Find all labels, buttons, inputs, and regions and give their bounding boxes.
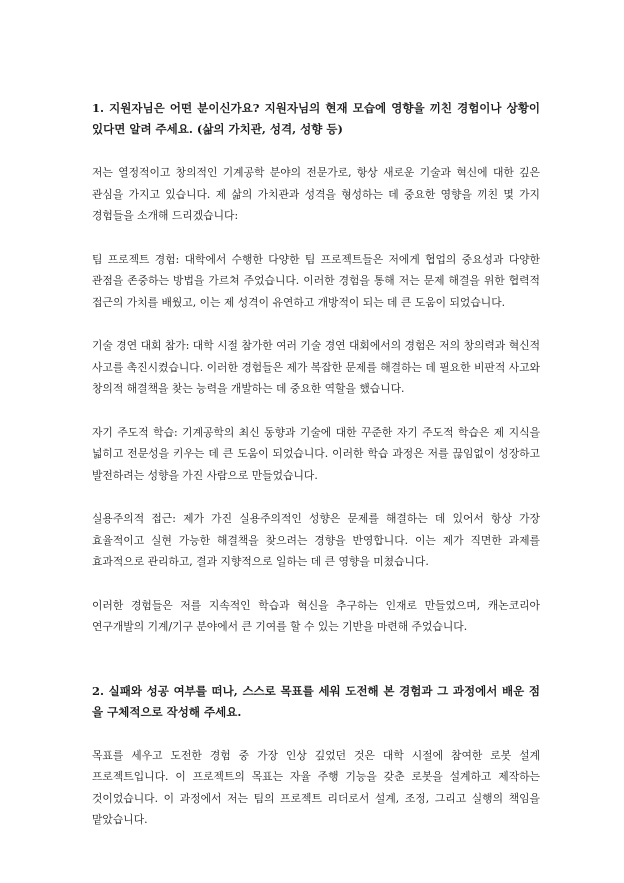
q2-paragraph-robot-project: 목표를 세우고 도전한 경험 중 가장 인상 깊었던 것은 대학 시절에 참여한 로봇 설계 프로젝트입니다. 이 프로젝트의 목표는 자율 주행 기능을 갖춘 로봇을 설계하고 제작하는 것이었습니다. 이 과정에서 저는 팀의 프로젝트 리더로서 설계, 조정, 그리고 실행의 책임을 맡았습니다. xyxy=(92,748,540,826)
spacer xyxy=(92,638,540,681)
spacer xyxy=(92,140,540,162)
q1-paragraph-conclusion: 이러한 경험들은 저를 지속적인 학습과 혁신을 추구하는 인재로 만들었으며, 캐논코리아 연구개발의 기계/기구 분야에서 큰 기여를 할 수 있는 기반을 마련해 주었습니다. xyxy=(92,598,540,633)
q1-paragraph-pragmatic: 실용주의적 접근: 제가 가진 실용주의적인 성향은 문제를 해결하는 데 있어서 항상 가장 효율적이고 실현 가능한 해결책을 찾으려는 경향을 반영합니다. 이는 제가 직면한 과제를 효과적으로 관리하고, 결과 지향적으로 일하는 데 큰 영향을 미쳤습니다. xyxy=(92,512,540,568)
document-page xyxy=(92,98,540,831)
q1-paragraph-self-learning: 자기 주도적 학습: 기계공학의 최신 동향과 기술에 대한 꾸준한 자기 주도적 학습은 제 지식을 넓히고 전문성을 키우는 데 큰 도움이 되었습니다. 이러한 학습 과정은 저를 끊임없이 성장하고 발전하려는 성향을 가진 사람으로 만들었습니다. xyxy=(92,425,540,482)
spacer xyxy=(92,573,540,595)
question-1-title: 1. 지원자님은 어떤 분이신가요? 지원자님의 현재 모습에 영향을 끼친 경험이나 상황이 있다면 알려 주세요. (삶의 가치관, 성격, 성향 등) xyxy=(92,101,540,136)
spacer xyxy=(92,313,540,335)
spacer xyxy=(92,486,540,508)
spacer xyxy=(92,723,540,745)
q1-paragraph-competition: 기술 경연 대회 참가: 대학 시절 참가한 여러 기술 경연 대회에서의 경험은 저의 창의력과 혁신적 사고를 촉진시켰습니다. 이러한 경험들은 제가 복잡한 문제를 해결하는 데 필요한 비판적 사고와 창의적 해결책을 찾는 능력을 개발하는 데 중요한 역할을 했습니다. xyxy=(92,339,541,395)
spacer xyxy=(92,400,540,422)
q1-paragraph-intro: 저는 열정적이고 창의적인 기계공학 분야의 전문가로, 항상 새로운 기술과 혁신에 대한 깊은 관심을 가지고 있습니다. 제 삶의 가치관과 성격을 형성하는 데 중요한 영향을 끼친 몇 가지 경험들을 소개해 드리겠습니다: xyxy=(92,166,540,222)
q1-paragraph-team-project: 팀 프로젝트 경험: 대학에서 수행한 다양한 팀 프로젝트들은 저에게 협업의 중요성과 다양한 관점을 존중하는 방법을 가르쳐 주었습니다. 이러한 경험을 통해 저는 문제 해결을 위한 협력적 접근의 가치를 배웠고, 이는 제 성격이 유연하고 개방적이 되는 데 큰 도움이 되었습니다. xyxy=(92,252,540,309)
question-2-title: 2. 실패와 성공 여부를 떠나, 스스로 목표를 세워 도전해 본 경험과 그 과정에서 배운 점을 구체적으로 작성해 주세요. xyxy=(92,683,540,719)
spacer xyxy=(92,227,540,249)
